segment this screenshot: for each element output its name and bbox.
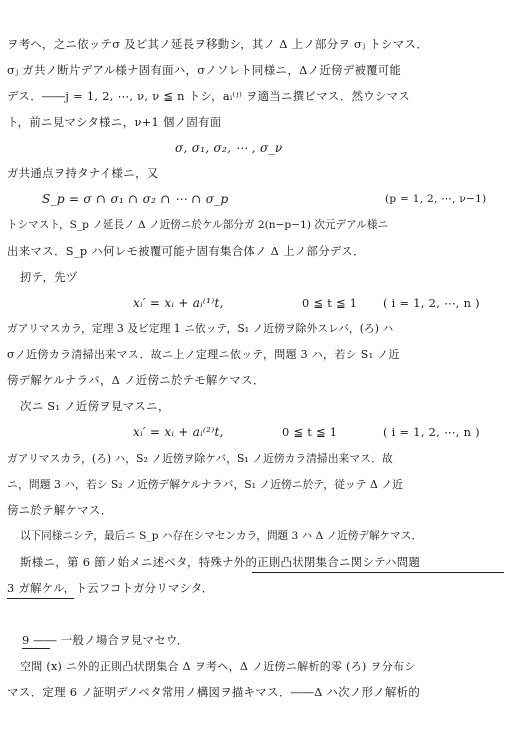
section-heading: 9 ―― 一般ノ場合ヲ見マセウ． <box>22 633 189 647</box>
text-line: 次ニ S₁ ノ近傍ヲ見マスニ， <box>20 399 170 413</box>
equation-range: 0 ≦ t ≦ 1 <box>282 425 338 439</box>
underline <box>252 572 504 573</box>
equation-range: (p = 1, 2, ⋯, ν−1) <box>385 193 487 205</box>
text-line: σノ近傍カラ清掃出来マス．故ニ上ノ定理ニ依ッテ，問題 3 ハ，若シ S₁ ノ近 <box>7 348 400 361</box>
text-line: デス．――j = 1, 2, ⋯, ν, ν ≦ n トシ，aᵢ⁽ʲ⁾ ヲ適当ニ撰ビマス．然ウシマス <box>7 89 410 103</box>
equation: xᵢ′ = xᵢ + aᵢ⁽²⁾t, <box>133 425 224 439</box>
text-line: マス．定理 6 ノ証明デノベタ常用ノ構図ヲ描キマス．――Δ ハ次ノ形ノ解析的 <box>7 685 421 699</box>
equation: xᵢ′ = xᵢ + aᵢ⁽¹⁾t, <box>133 296 224 310</box>
underline <box>22 648 50 649</box>
text-line: ガアリマスカラ，(ろ) ハ，S₂ ノ近傍ヲ除ケバ，S₁ ノ近傍カラ清掃出来マス．故 <box>7 452 393 465</box>
text-line: 斯様ニ，第 6 節ノ始メニ述ベタ，特殊ナ外的正則凸状閉集合ニ関シテハ問題 <box>20 555 421 569</box>
text-line: ト，前ニ見マシタ様ニ，ν+1 個ノ固有面 <box>7 115 222 129</box>
equation-range: ( i = 1, 2, ⋯, n ) <box>383 425 480 439</box>
text-line: 出来マス．S_p ハ何レモ被覆可能ナ固有集合体ノ Δ 上ノ部分デス． <box>7 244 365 258</box>
text-line: 空間 (x) ニ外的正則凸状閉集合 Δ ヲ考ヘ，Δ ノ近傍ニ解析的零 (ろ) ヲ分布シ <box>20 660 416 673</box>
equation: σ, σ₁, σ₂, ⋯ , σ_ν <box>175 141 283 155</box>
text-line: 傍デ解ケルナラバ，Δ ノ近傍ニ於テモ解ケマス． <box>7 373 265 387</box>
underline <box>7 598 74 599</box>
text-line: 傍ニ於テ解ケマス． <box>7 503 113 517</box>
equation-range: ( i = 1, 2, ⋯, n ) <box>383 296 480 310</box>
text-line: トシマスト，S_p ノ延長ノ Δ ノ近傍ニ於ケル部分ガ 2(n−p−1) 次元デアル様ニ <box>7 219 389 231</box>
text-line: 3 ガ解ケル，ト云フコトガ分リマシタ． <box>7 581 214 595</box>
equation: S_p = σ ∩ σ₁ ∩ σ₂ ∩ ⋯ ∩ σ_p <box>42 192 229 206</box>
text-line: ガアリマスカラ，定理 3 及ビ定理 1 ニ依ッテ，S₁ ノ近傍ヲ除外スレバ，(ろ) ハ <box>7 322 394 335</box>
text-line: ガ共通点ヲ持タナイ様ニ，又 <box>7 166 159 180</box>
text-line: σⱼ ガ共ノ断片デアル様ナ固有面ハ，σノソレト同様ニ，Δノ近傍デ被覆可能 <box>7 63 402 77</box>
text-line: 以下同様ニシテ，最后ニ S_p ハ存在シマセンカラ，問題 3 ハ Δ ノ近傍デ解ケマス． <box>20 530 423 542</box>
text-line: ニ，問題 3 ハ，若シ S₂ ノ近傍デ解ケルナラバ，S₁ ノ近傍ニ於テ，従ッテ Δ ノ近 <box>7 478 403 491</box>
text-line: 扨テ，先ヅ <box>20 270 78 284</box>
equation-range: 0 ≦ t ≦ 1 <box>302 296 358 310</box>
text-line: ヲ考ヘ，之ニ依ッテσ 及ビ其ノ延長ヲ移動シ，其ノ Δ 上ノ部分ヲ σⱼ トシマス． <box>7 37 429 51</box>
